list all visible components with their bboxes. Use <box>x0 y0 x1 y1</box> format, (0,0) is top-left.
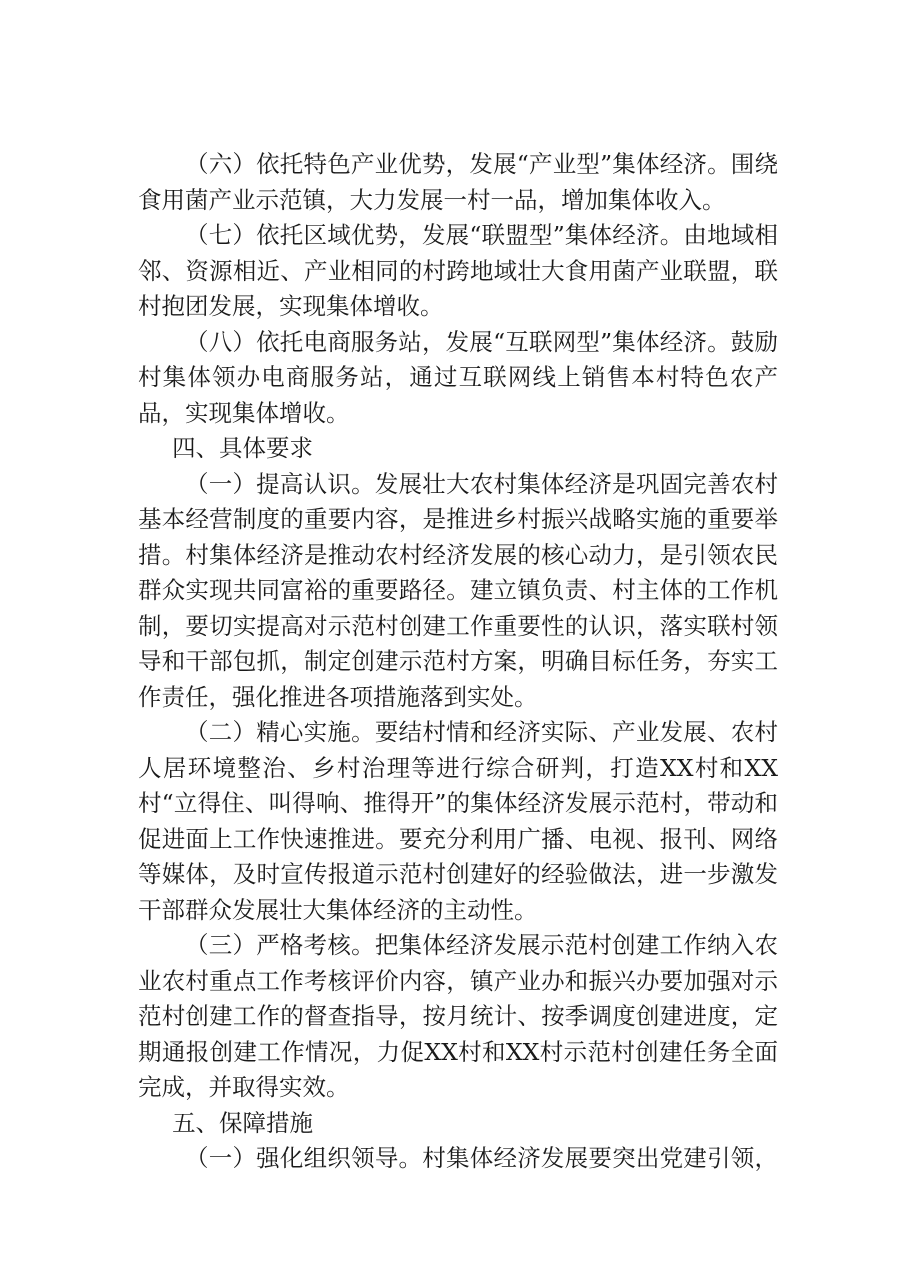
paragraph-strengthen-leadership: （一）强化组织领导。村集体经济发展要突出党建引领， <box>185 1144 778 1172</box>
document-page <box>138 147 778 1177</box>
paragraph-strict-assessment: （三）严格考核。把集体经济发展示范村创建工作纳入农业农村重点工作考核评价内容，镇产业办和振兴办要加强对示范村创建工作的督查指导，按月统计、按季调度创建进度，定期通报创建工作情况，力促XX村和XX村示范村创建任务全面完成，并取得实效。 <box>138 931 778 1101</box>
paragraph-raise-awareness: （一）提高认识。发展壮大农村集体经济是巩固完善农村基本经营制度的重要内容，是推进乡村振兴战略实施的重要举措。村集体经济是推动农村经济发展的核心动力，是引领农民群众实现共同富裕的重要路径。建立镇负责、村主体的工作机制，要切实提高对示范村创建工作重要性的认识，落实联村领导和干部包抓，制定创建示范村方案，明确目标任务，夯实工作责任，强化推进各项措施落到实处。 <box>138 469 778 711</box>
paragraph-industry-type: （六）依托特色产业优势，发展“产业型”集体经济。围绕食用菌产业示范镇，大力发展一村一品，增加集体收入。 <box>138 150 778 214</box>
paragraph-alliance-type: （七）依托区域优势，发展“联盟型”集体经济。由地域相邻、资源相近、产业相同的村跨地域壮大食用菌产业联盟，联村抱团发展，实现集体增收。 <box>138 221 778 320</box>
paragraph-careful-implementation: （二）精心实施。要结村情和经济实际、产业发展、农村人居环境整治、乡村治理等进行综合研判，打造XX村和XX村“立得住、叫得响、推得开”的集体经济发展示范村，带动和促进面上工作快速推进。要充分利用广播、电视、报刊、网络等媒体，及时宣传报道示范村创建好的经验做法，进一步激发干部群众发展壮大集体经济的主动性。 <box>138 718 778 924</box>
paragraph-internet-type: （八）依托电商服务站，发展“互联网型”集体经济。鼓励村集体领办电商服务站，通过互联网线上销售本村特色农产品，实现集体增收。 <box>138 327 778 427</box>
section-heading-requirements: 四、具体要求 <box>172 434 314 462</box>
section-heading-safeguards: 五、保障措施 <box>172 1108 314 1137</box>
